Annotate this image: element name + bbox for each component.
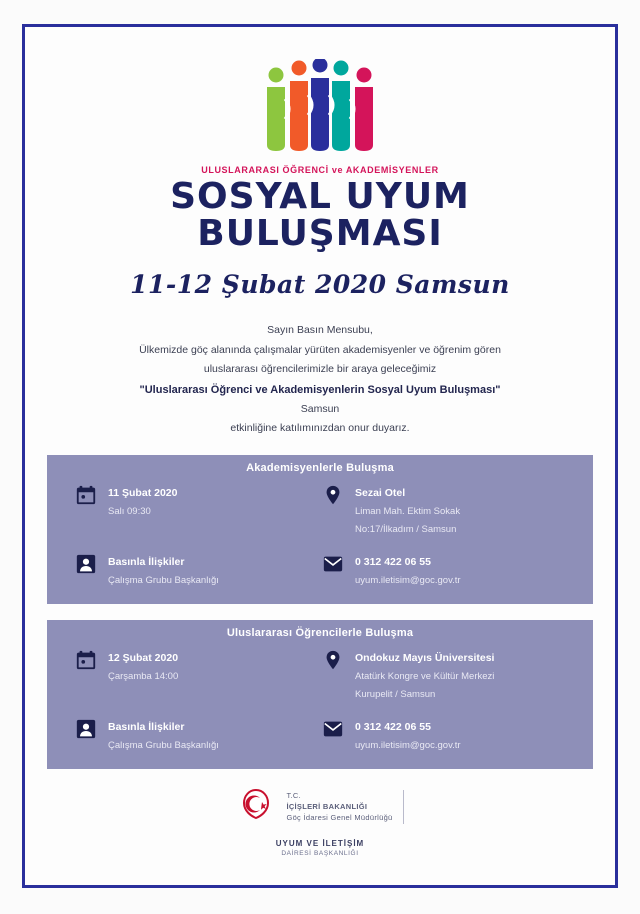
info-primary: Sezai Otel bbox=[355, 486, 406, 499]
poster-title bbox=[170, 176, 470, 254]
ministry-text bbox=[286, 790, 392, 824]
info-secondary: Atatürk Kongre ve Kültür Merkezi bbox=[355, 670, 495, 682]
person-icon bbox=[73, 551, 99, 577]
event-panel-academics bbox=[47, 455, 593, 604]
person-icon bbox=[73, 716, 99, 742]
location-pin-icon bbox=[320, 482, 346, 508]
poster-paragraph bbox=[69, 321, 571, 438]
panel-row bbox=[73, 551, 567, 588]
info-secondary: Çalışma Grubu Başkanlığı bbox=[108, 574, 219, 586]
calendar-icon bbox=[73, 482, 99, 508]
panel-heading: Uluslararası Öğrencilerle Buluşma bbox=[226, 626, 414, 639]
info-primary: Ondokuz Mayıs Üniversitesi bbox=[355, 651, 495, 664]
info-cell-date bbox=[73, 482, 320, 519]
poster-title-line1: SOSYAL UYUM bbox=[170, 176, 470, 217]
footer-divider bbox=[403, 790, 404, 824]
info-cell-contact-details bbox=[320, 551, 567, 588]
info-primary: 0 312 422 06 55 bbox=[355, 720, 431, 733]
info-cell-contact-person bbox=[73, 551, 320, 588]
poster-border bbox=[22, 24, 618, 888]
info-secondary: Çalışma Grubu Başkanlığı bbox=[108, 739, 219, 751]
info-secondary: Çarşamba 14:00 bbox=[108, 670, 179, 682]
info-primary: 12 Şubat 2020 bbox=[108, 651, 179, 664]
poster-date-title: 11-12 Şubat 2020 Samsun bbox=[130, 270, 510, 300]
info-primary: 0 312 422 06 55 bbox=[355, 555, 431, 568]
mail-icon bbox=[320, 551, 346, 577]
location-pin-icon bbox=[320, 647, 346, 673]
panel-row bbox=[73, 647, 567, 702]
info-tertiary: No:17/İlkadım / Samsun bbox=[355, 523, 457, 535]
info-tertiary: Kurupelit / Samsun bbox=[355, 688, 436, 700]
info-cell-location bbox=[320, 647, 567, 702]
panel-heading: Akademisyenlerle Buluşma bbox=[246, 461, 394, 474]
info-cell-contact-details bbox=[320, 716, 567, 753]
info-secondary: uyum.iletisim@goc.gov.tr bbox=[355, 574, 461, 586]
info-secondary: uyum.iletisim@goc.gov.tr bbox=[355, 739, 461, 751]
paragraph-line-1: Sayın Basın Mensubu, bbox=[267, 324, 373, 337]
info-primary: 11 Şubat 2020 bbox=[108, 486, 178, 499]
footer-caption-line2: DAİRESİ BAŞKANLIĞI bbox=[281, 850, 359, 857]
poster-footer bbox=[236, 786, 403, 857]
poster-title-line2: BULUŞMASI bbox=[197, 212, 443, 254]
info-cell-contact-person bbox=[73, 716, 320, 753]
paragraph-line-3: uluslararası öğrencilerimizle bir araya geleceğimiz bbox=[203, 363, 437, 376]
info-cell-location bbox=[320, 482, 567, 537]
ministry-line1: T.C. bbox=[286, 790, 301, 800]
info-primary: Basınla İlişkiler bbox=[108, 720, 185, 733]
info-secondary: Liman Mah. Ektim Sokak bbox=[355, 505, 461, 517]
ministry-line3: Göç İdaresi Genel Müdürlüğü bbox=[286, 813, 393, 823]
event-panel-students bbox=[47, 620, 593, 769]
panel-row bbox=[73, 716, 567, 753]
info-cell-date bbox=[73, 647, 320, 684]
ministry-line2: İÇİŞLERİ BAKANLIĞI bbox=[286, 801, 368, 811]
paragraph-line-5: Samsun bbox=[300, 403, 340, 416]
panel-row bbox=[73, 482, 567, 537]
footer-caption bbox=[276, 839, 364, 857]
paragraph-line-4: "Uluslararası Öğrenci ve Akademisyenlerin Sosyal Uyum Buluşması" bbox=[139, 383, 501, 396]
social-cohesion-logo bbox=[245, 59, 395, 155]
info-primary: Basınla İlişkiler bbox=[108, 555, 185, 568]
paragraph-line-6: etkinliğine katılımınızdan onur duyarız. bbox=[230, 422, 410, 435]
calendar-icon bbox=[73, 647, 99, 673]
footer-caption-line1: UYUM VE İLETİŞİM bbox=[275, 839, 365, 848]
paragraph-line-2: Ülkemizde göç alanında çalışmalar yürüten akademisyenler ve öğrenim gören bbox=[139, 343, 501, 356]
poster-supertitle: ULUSLARARASI ÖĞRENCİ ve AKADEMİSYENLER bbox=[201, 165, 439, 175]
ministry-emblem-icon bbox=[236, 786, 276, 827]
info-secondary: Salı 09:30 bbox=[108, 505, 151, 517]
mail-icon bbox=[320, 716, 346, 742]
